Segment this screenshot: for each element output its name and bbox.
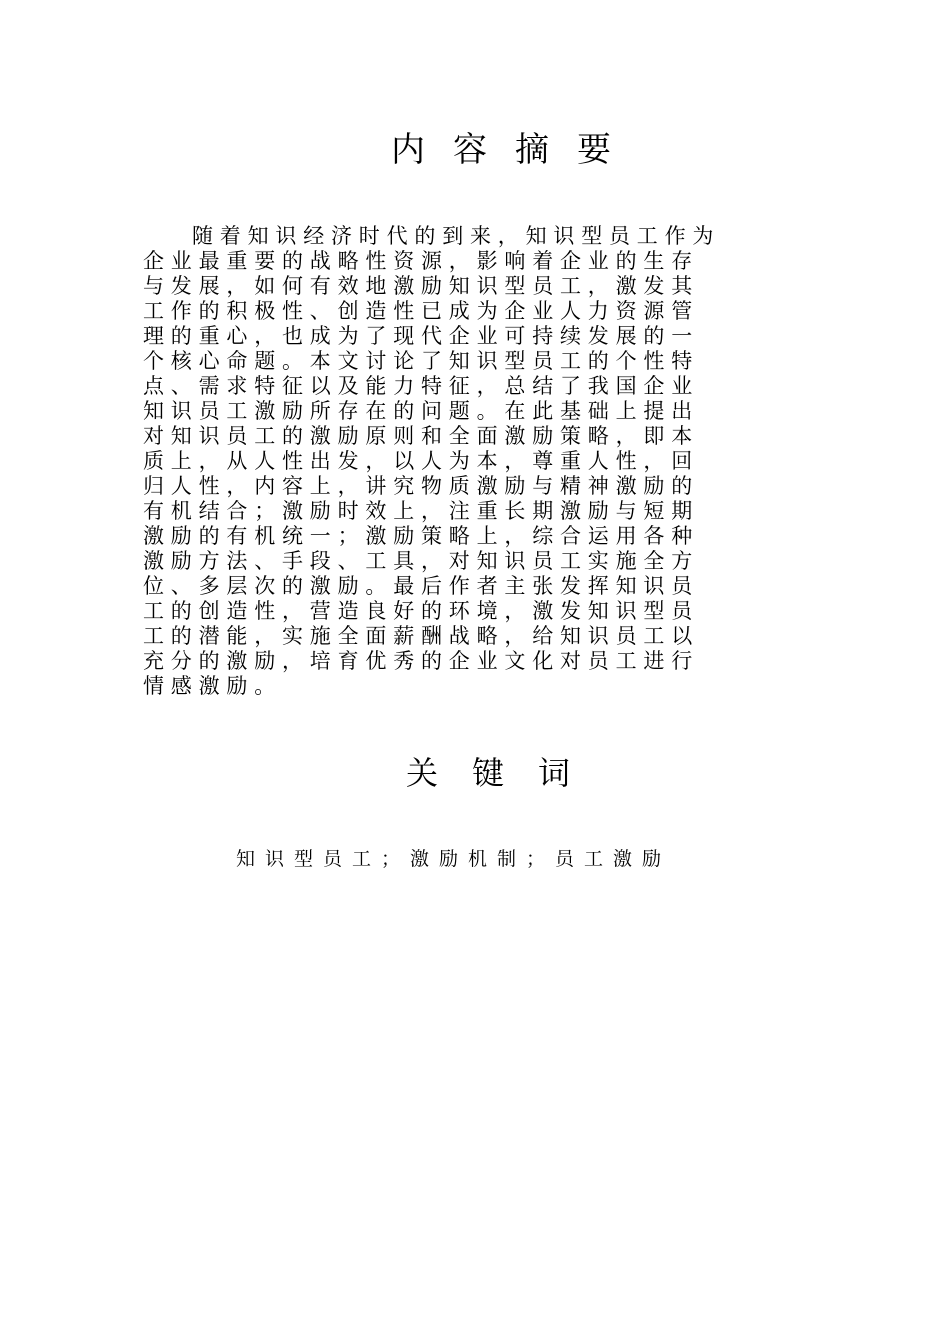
keywords-text: 知识型员工；激励机制；员工激励 bbox=[236, 848, 672, 870]
abstract-line: 有机结合；激励时效上，注重长期激励与短期 bbox=[143, 499, 699, 523]
abstract-title: 内容摘要 bbox=[391, 130, 639, 170]
abstract-body bbox=[143, 224, 833, 699]
abstract-line: 理的重心，也成为了现代企业可持续发展的一 bbox=[143, 324, 699, 348]
abstract-line: 对知识员工的激励原则和全面激励策略，即本 bbox=[143, 424, 699, 448]
keywords-title: 关键词 bbox=[405, 754, 604, 792]
abstract-line: 情感激励。 bbox=[143, 674, 282, 698]
abstract-line: 企业最重要的战略性资源，影响着企业的生存 bbox=[143, 249, 699, 273]
abstract-line: 随着知识经济时代的到来，知识型员工作为 bbox=[192, 224, 721, 248]
abstract-line: 激励的有机统一；激励策略上，综合运用各种 bbox=[143, 524, 699, 548]
abstract-line: 个核心命题。本文讨论了知识型员工的个性特 bbox=[143, 349, 699, 373]
abstract-line: 质上，从人性出发，以人为本，尊重人性，回 bbox=[143, 449, 699, 473]
abstract-line: 工的创造性，营造良好的环境，激发知识型员 bbox=[143, 599, 699, 623]
abstract-line: 点、需求特征以及能力特征，总结了我国企业 bbox=[143, 374, 699, 398]
abstract-line: 知识员工激励所存在的问题。在此基础上提出 bbox=[143, 399, 699, 423]
abstract-line: 工作的积极性、创造性已成为企业人力资源管 bbox=[143, 299, 699, 323]
abstract-line: 位、多层次的激励。最后作者主张发挥知识员 bbox=[143, 574, 699, 598]
abstract-line: 工的潜能，实施全面薪酬战略，给知识员工以 bbox=[143, 624, 699, 648]
abstract-line: 激励方法、手段、工具，对知识员工实施全方 bbox=[143, 549, 699, 573]
abstract-line: 充分的激励，培育优秀的企业文化对员工进行 bbox=[143, 649, 699, 673]
abstract-line: 与发展，如何有效地激励知识型员工，激发其 bbox=[143, 274, 699, 298]
abstract-line: 归人性，内容上，讲究物质激励与精神激励的 bbox=[143, 474, 699, 498]
